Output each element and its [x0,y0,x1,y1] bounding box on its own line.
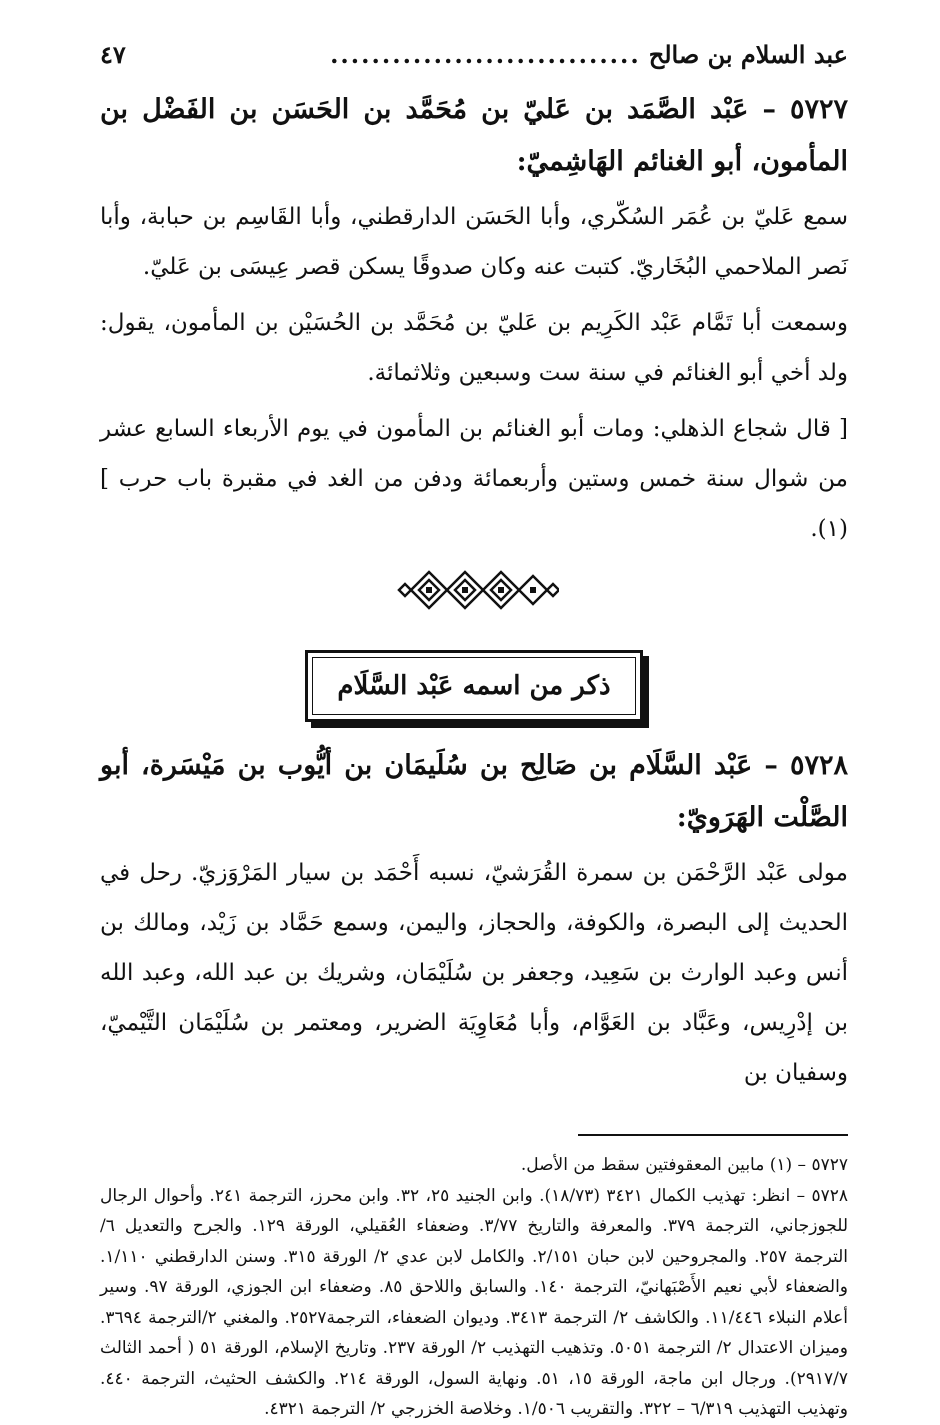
running-header [100,40,848,80]
running-title: عبد السلام بن صالح [648,40,848,69]
entry-5728-title: ٥٧٢٨ – عَبْد السَّلَام بن صَالِح بن سُلَيمَان بن أيُّوب بن مَيْسَرة، أبو الصَّلْت الهَرَويّ: [100,750,848,833]
entry-5727-paragraph-3: [ قال شجاع الذهلي: ومات أبو الغنائم بن المأمون في يوم الأربعاء السابع عشر من شوال سنة خمس وستين وأربعمائة ودفن من الغد في مقبرة باب حرب ] (١). [100,416,848,542]
book-page [100,40,848,1425]
footnote-5728: ٥٧٢٨ – انظر: تهذيب الكمال ٣٤٢١ (١٨/٧٣). وابن الجنيد ٢٥، ٣٢. وابن محرز، الترجمة ٢٤١. وأحوال الرجال للجوزجاني، الترجمة ٣٧٩. والمعرفة والتاريخ ٣/٧٧. وضعفاء العُقيلي، الورقة ١٢٩. والجرح والتعديل ٦/ الترجمة ٢٥٧. والمجروحين لابن حبان ٢/١٥١. والكامل لابن عدي ٢/ الورقة ٣١٥. وسنن الدارقطني ١/١١٠. والضعفاء لأبي نعيم الأَصْبَهانيّ، الترجمة ١٤٠. والسابق واللاحق ٨٥. وضعفاء ابن الجوزي، الورقة ٩٧. وسير أعلام النبلاء ١١/٤٤٦. والكاشف ٢/ الترجمة ٣٤١٣. وديوان الضعفاء، الترجمة٢٥٢٧. والمغني ٢/الترجمة ٣٦٩٤. وميزان الاعتدال ٢/ الترجمة ٥٠٥١. وتذهيب التهذيب ٢/ الورقة ٢٣٧. وتاريخ الإسلام، الورقة ٥١ ( أحمد الثالث ٢٩١٧/٧). ورجال ابن ماجة، الورقة ١٥، ٥١. ونهاية السول، الورقة ٢١٤. والكشف الحثيث، الترجمة ٤٤٠. وتهذيب التهذيب ٦/٣١٩ – ٣٢٢. والتقريب ١/٥٠٦. وخلاصة الخزرجي ٢/ الترجمة ٤٣٢١. [100,1185,849,1419]
footnote-rule [578,1134,848,1136]
entry-5728-paragraph: مولى عَبْد الرَّحْمَن بن سمرة القُرَشيّ، نسبه أَحْمَد بن سيار المَرْوَزيّ. رحل في الحديث إلى البصرة، والكوفة، والحجاز، واليمن، وسمع حَمَّاد بن زَيْد، ومالك بن أنس وعبد الوارث بن سَعِيد، وجعفر بن سُلَيْمَان، وشريك بن عبد الله، وعبد الله بن إدْرِيس، وعَبَّاد بن العَوَّام، وأبا مُعَاوِيَة الضرير، ومعتمر بن سُلَيْمَان التَّيْميّ، وسفيان بن [100,860,848,1086]
footnote-5727: ٥٧٢٧ – (١) مابين المعقوفتين سقط من الأصل. [520,1155,848,1175]
leader-dots: .............................. [330,40,641,69]
entry-5727-title: ٥٧٢٧ – عَبْد الصَّمَد بن عَليّ بن مُحَمَّد بن الحَسَن بن الفَضْل بن المأمون، أبو الغنائم الهَاشِميّ: [100,94,848,177]
entry-5727-paragraph-1: سمع عَليّ بن عُمَر السُكّري، وأبا الحَسَن الدارقطني، وأبا القَاسِم بن حبابة، وأبا نَصر الملاحمي البُخَاريّ. كتبت عنه وكان صدوقًا يسكن قصر عِيسَى بن عَليّ. [100,204,848,280]
entry-5727-paragraph-2: وسمعت أبا تَمَّام عَبْد الكَرِيم بن عَليّ بن مُحَمَّد بن الحُسَيْن بن المأمون، يقول: ولد أخي أبو الغنائم في سنة ست وسبعين وثلاثمائة. [100,310,848,386]
section-heading: ذكر من اسمه عَبْد السَّلَام [312,657,635,715]
ornament-divider [100,568,848,612]
page-number: ٤٧ [100,40,126,69]
diamond-chain-icon [389,568,559,612]
section-heading-box [100,650,848,722]
